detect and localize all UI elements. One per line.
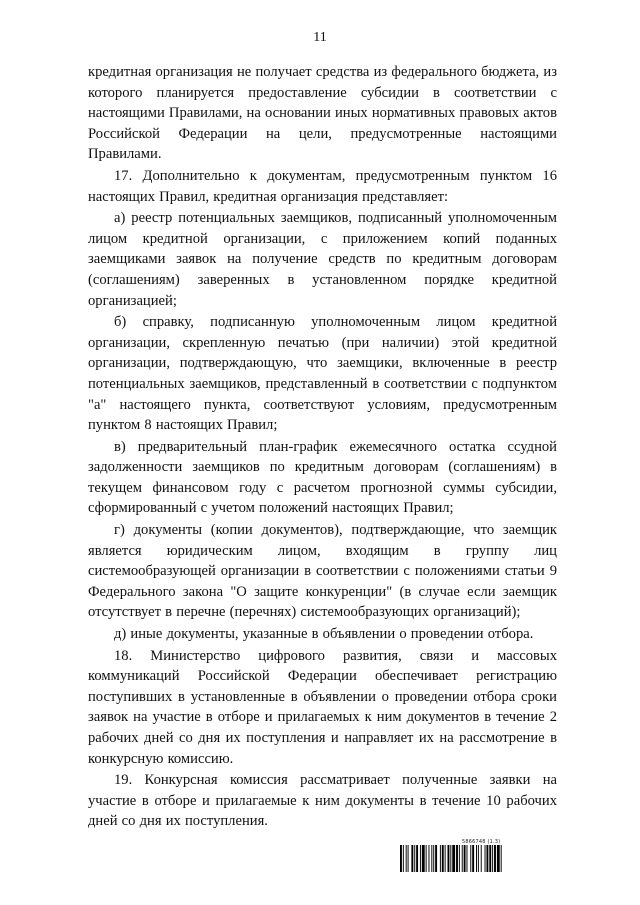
paragraph-subitem-g: г) документы (копии документов), подтверждающие, что заемщик является юридическим лицом, входящим в группу лиц системообразующей организации в соответствии с положениями статьи 9 Федерального закона "О защите конкуренции" (в случае если заемщик отсутствует в перечне (перечнях) системообразующих организаций); xyxy=(88,522,557,621)
barcode-bar xyxy=(422,845,425,872)
barcode-bar xyxy=(497,845,500,872)
barcode-bar xyxy=(400,845,402,872)
barcode-bar xyxy=(442,845,444,872)
barcode-bar xyxy=(456,845,458,872)
barcode-bar xyxy=(492,845,493,872)
paragraph-subitem-a: а) реестр потенциальных заемщиков, подписанный уполномоченным лицом кредитной организации, с приложением копий поданных заемщиками заявок на получение средств по кредитным договорам (соглашениям) заверенных в установленном порядке кредитной организацией; xyxy=(88,210,557,309)
barcode-bar xyxy=(472,845,474,872)
paragraph-subitem-v: в) предварительный план-график ежемесячного остатка ссудной задолженности заемщиков по кредитным договорам (соглашениям) в текущем финансовом году с расчетом прогнозной суммы субсидии, сформированный с учетом положений настоящих Правил; xyxy=(88,438,557,517)
paragraph-continuation: кредитная организация не получает средства из федерального бюджета, из которого планируется предоставление субсидии в соответствии с настоящими Правилами, на основании иных нормативных правовых актов Российской Федерации на цели, предусмотренные настоящими Правилами. xyxy=(88,64,557,163)
barcode-bar xyxy=(459,845,460,872)
paragraph-subitem-b: б) справку, подписанную уполномоченным лицом кредитной организации, скрепленную печатью (при наличии) этой кредитной организации, подтверждающую, что заемщики, включенные в реестр потенциальных заемщиков, представленный в соответствии с подпунктом "а" настоящего пункта, соответствуют условиям, предусмотренным пунктом 8 настоящих Правил; xyxy=(88,314,557,434)
barcode-bar xyxy=(481,845,482,872)
barcode-bar xyxy=(435,845,437,872)
barcode-bar xyxy=(403,845,404,872)
barcode-bar xyxy=(440,845,441,872)
document-body xyxy=(88,62,557,832)
barcode-bar xyxy=(470,845,471,872)
barcode-bar xyxy=(420,845,421,872)
barcode-bar xyxy=(408,845,409,872)
barcode-bar xyxy=(501,845,502,872)
barcode-bar xyxy=(445,845,446,872)
barcode-bar xyxy=(476,845,477,872)
barcode-bar xyxy=(489,845,491,872)
barcode-bar xyxy=(406,845,407,872)
barcode-bar xyxy=(462,845,463,872)
barcode-bar xyxy=(414,845,415,872)
barcode-bar xyxy=(411,845,413,872)
barcode-bar xyxy=(464,845,466,872)
barcode-bar xyxy=(433,845,434,872)
paragraph-subitem-d: д) иные документы, указанные в объявлении о проведении отбора. xyxy=(114,626,534,643)
barcode-bar xyxy=(429,845,430,872)
document-id-label: 5866748 (1.3) xyxy=(462,839,501,845)
barcode-bar xyxy=(485,845,486,872)
barcode-bar xyxy=(450,845,451,872)
paragraph-item-17: 17. Дополнительно к документам, предусмотренным пунктом 16 настоящих Правил, кредитная организация представляет: xyxy=(88,167,557,205)
barcode-bar xyxy=(416,845,418,872)
barcode-bar xyxy=(478,845,479,872)
barcode-bar xyxy=(426,845,427,872)
barcode-image xyxy=(400,845,558,872)
page-number: 11 xyxy=(313,30,327,45)
barcode-bar xyxy=(486,845,488,872)
barcode-bar xyxy=(452,845,455,872)
barcode-bar xyxy=(467,845,468,872)
paragraph-item-18: 18. Министерство цифрового развития, связи и массовых коммуникаций Российской Федерации обеспечивает регистрацию поступивших в установленные в объявлении о проведении отбора сроки заявок на участие в отборе и прилагаемых к ним документов в течение 2 рабочих дней со дня их поступления и направляет их на рассмотрение в конкурсную комиссию. xyxy=(88,647,557,767)
barcode-bar xyxy=(448,845,450,872)
paragraph-item-19: 19. Конкурсная комиссия рассматривает полученные заявки на участие в отборе и прилагаемые к ним документы в течение 10 рабочих дней со дня их поступления. xyxy=(88,772,557,830)
barcode-bar xyxy=(431,845,432,872)
barcode-bar xyxy=(494,845,496,872)
